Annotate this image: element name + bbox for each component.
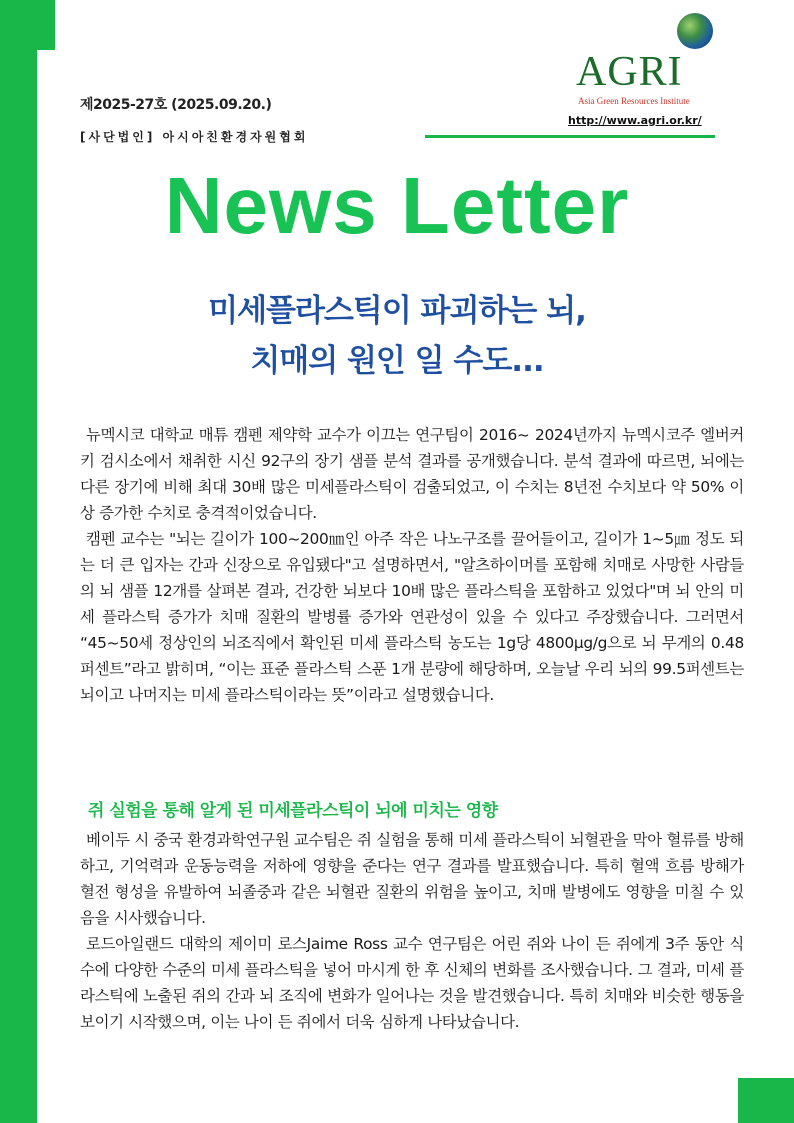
paragraph-2: 캠펜 교수는 "뇌는 길이가 100~200㎚인 아주 작은 나노구조를 끌어들이고, 길이가 1~5㎛ 정도 되는 더 큰 입자는 간과 신장으로 유입됐다"고 설명하면서, "알츠하이머를 포함해 치매로 사망한 사람들의 뇌 샘플 12개를 살펴본 결과, 건강한 뇌보다 10배 많은 플라스틱을 포함하고 있었다"며 뇌 안의 미세 플라스틱 증가가 치매 질환의 발병률 증가와 연관성이 있을 수 있다고 주장했습니다. 그러면서 “45~50세 정상인의 뇌조직에서 확인된 미세 플라스틱 농도는 1g당 4800μg/g으로 뇌 무게의 0.48퍼센트”라고 밝히며, “이는 표준 플라스틱 스푼 1개 분량에 해당하며, 오늘날 우리 뇌의 99.5퍼센트는 뇌이고 나머지는 미세 플라스틱이라는 뜻”이라고 설명했습니다.: [80, 530, 744, 704]
article-body-section-1: [80, 422, 744, 708]
section-subheading: 쥐 실험을 통해 알게 된 미세플라스틱이 뇌에 미치는 영향: [88, 801, 498, 821]
headline-line-2: 치매의 원인 일 수도...: [250, 343, 544, 379]
article-body-section-2: [80, 827, 744, 1035]
bottom-accent-block: [738, 1078, 794, 1123]
website-link[interactable]: http://www.agri.or.kr/: [568, 114, 702, 127]
article-headline: [0, 286, 794, 386]
headline-line-1: 미세플라스틱이 파괴하는 뇌,: [208, 293, 586, 329]
logo-subtitle: Asia Green Resources Institute: [578, 96, 690, 106]
paragraph-1: 뉴멕시코 대학교 매튜 캠펜 제약학 교수가 이끄는 연구팀이 2016~ 2024년까지 뉴멕시코주 엘버커키 검시소에서 채취한 시신 92구의 장기 샘플 분석 결과를 공개했습니다. 분석 결과에 따르면, 뇌에는 다른 장기에 비해 최대 30배 많은 미세플라스틱이 검출되었고, 이 수치는 8년전 수치보다 약 50% 이상 증가한 수치로 충격적이었습니다.: [80, 426, 744, 522]
paragraph-4: 로드아일랜드 대학의 제이미 로스Jaime Ross 교수 연구팀은 어린 쥐와 나이 든 쥐에게 3주 동안 식수에 다양한 수준의 미세 플라스틱을 넣어 마시게 한 후 신체의 변화를 조사했습니다. 그 결과, 미세 플라스틱에 노출된 쥐의 간과 뇌 조직에 변화가 일어나는 것을 발견했습니다. 특히 치매와 비슷한 행동을 보이기 시작했으며, 이는 나이 든 쥐에서 더욱 심하게 나타났습니다.: [80, 935, 744, 1031]
globe-icon: [677, 13, 713, 49]
top-accent-tab: [37, 0, 55, 50]
organization-name: [사단법인] 아시아친환경자원협회: [80, 130, 309, 144]
header-divider: [425, 135, 715, 138]
issue-number: 제2025-27호 (2025.09.20.): [80, 97, 272, 113]
agri-logo: AGRI: [576, 49, 683, 95]
newsletter-title: News Letter: [164, 161, 630, 250]
paragraph-3: 베이두 시 중국 환경과학연구원 교수팀은 쥐 실험을 통해 미세 플라스틱이 뇌혈관을 막아 혈류를 방해하고, 기억력과 운동능력을 저하에 영향을 준다는 연구 결과를 발표했습니다. 특히 혈액 흐름 방해가 혈전 형성을 유발하여 뇌졸중과 같은 뇌혈관 질환의 위험을 높이고, 치매 발병에도 영향을 미칠 수 있음을 시사했습니다.: [80, 831, 744, 927]
